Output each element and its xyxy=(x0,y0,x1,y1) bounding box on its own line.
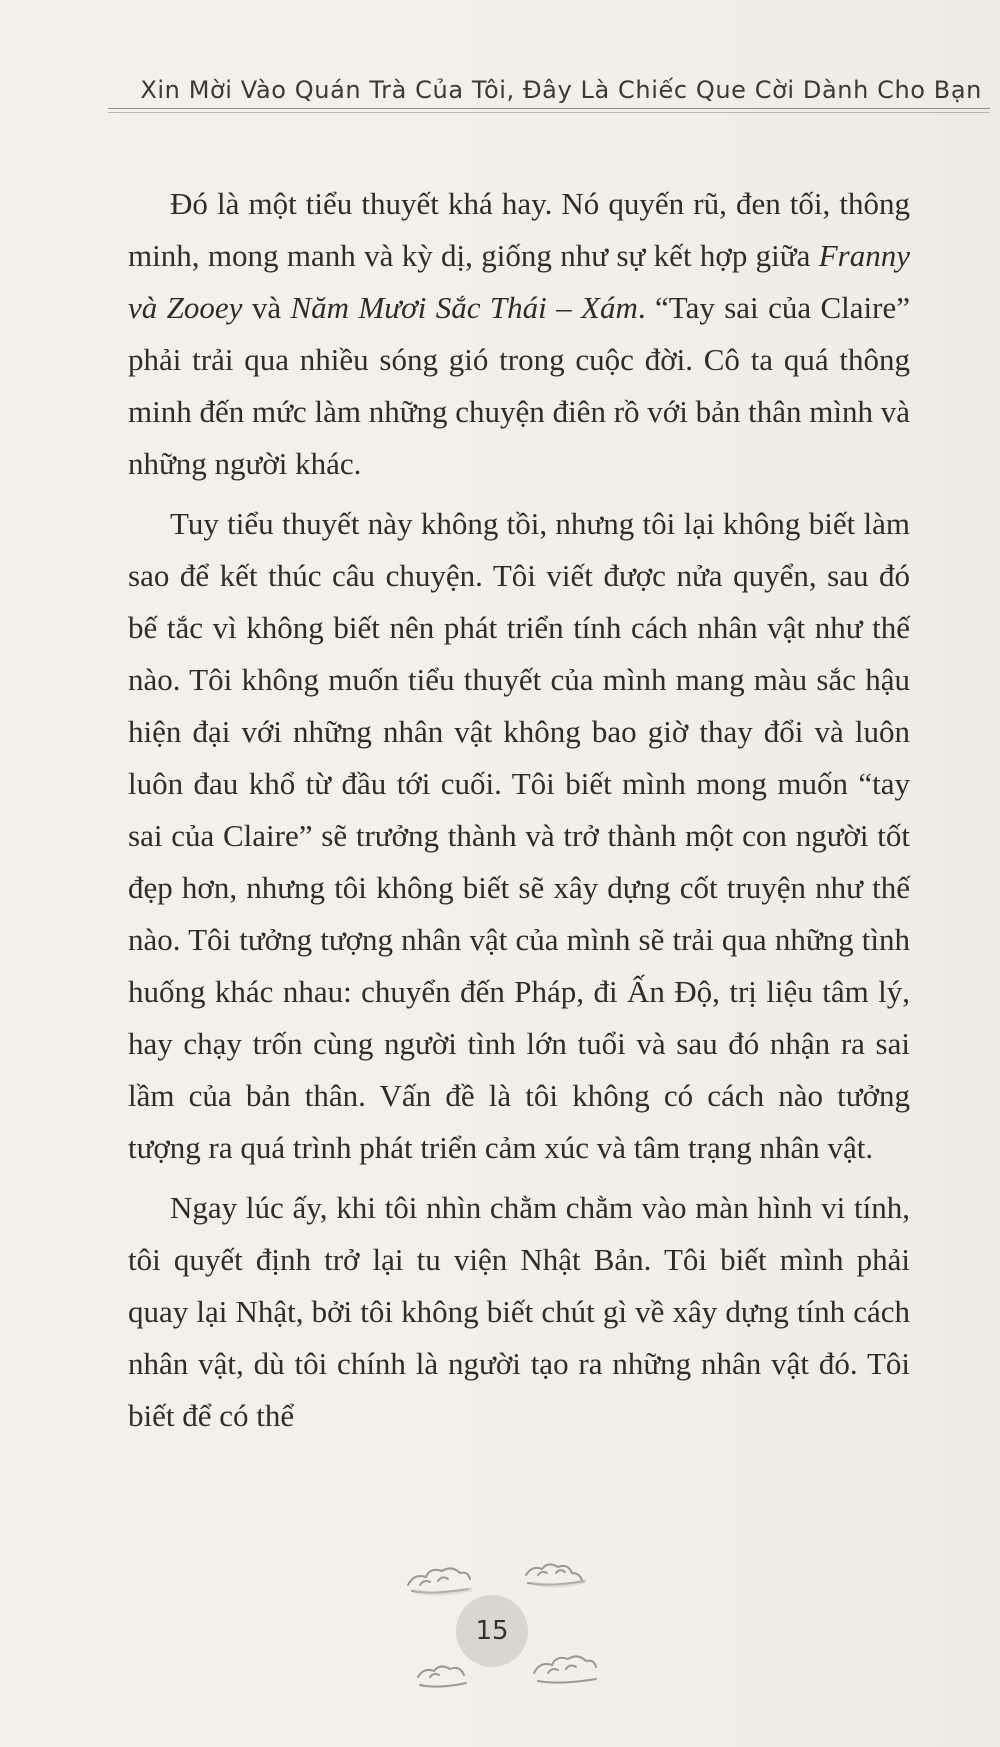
running-header-title: Xin Mời Vào Quán Trà Của Tôi, Đây Là Chiếc Que Cời Dành Cho Bạn xyxy=(140,76,982,104)
book-title-fifty-shades: Năm Mươi Sắc Thái – Xám xyxy=(290,290,638,325)
body-text xyxy=(128,178,910,1442)
page-number: 15 xyxy=(456,1595,528,1667)
paragraph-3: Ngay lúc ấy, khi tôi nhìn chằm chằm vào màn hình vi tính, tôi quyết định trở lại tu viện Nhật Bản. Tôi biết mình phải quay lại Nhật, bởi tôi không biết chút gì về xây dựng tính cách nhân vật, dù tôi chính là người tạo ra những nhân vật đó. Tôi biết để có thể xyxy=(128,1190,910,1433)
paragraph-1 xyxy=(128,178,910,490)
book-title-franny-zooey: Franny và Zooey xyxy=(128,238,910,325)
header-rule-secondary xyxy=(108,112,990,113)
paragraph-2: Tuy tiểu thuyết này không tồi, nhưng tôi lại không biết làm sao để kết thúc câu chuyện. Tôi viết được nửa quyển, sau đó bế tắc vì không biết nên phát triển tính cách nhân vật như thế nào. Tôi không muốn tiểu thuyết của mình mang màu sắc hậu hiện đại với những nhân vật không bao giờ thay đổi và luôn luôn đau khổ từ đầu tới cuối. Tôi biết mình mong muốn “tay sai của Claire” sẽ trưởng thành và trở thành một con người tốt đẹp hơn, nhưng tôi không biết sẽ xây dựng cốt truyện như thế nào. Tôi tưởng tượng nhân vật của mình sẽ trải qua những tình huống khác nhau: chuyển đến Pháp, đi Ấn Độ, trị liệu tâm lý, hay chạy trốn cùng người tình lớn tuổi và sau đó nhận ra sai lầm của bản thân. Vấn đề là tôi không có cách nào tưởng tượng ra quá trình phát triển cảm xúc và tâm trạng nhân vật. xyxy=(128,506,910,1165)
header-rule xyxy=(108,108,990,109)
paragraph-1-text-a: Đó là một tiểu thuyết khá hay. Nó quyến rũ, đen tối, thông minh, mong manh và kỳ dị, giống như sự kết hợp giữa xyxy=(128,186,910,273)
paragraph-1-text-c: . “Tay sai của Claire” phải trải qua nhiều sóng gió trong cuộc đời. Cô ta quá thông minh đến mức làm những chuyện điên rồ với bản thân mình và những người khác. xyxy=(128,290,910,481)
paragraph-1-text-b: và xyxy=(242,290,291,325)
